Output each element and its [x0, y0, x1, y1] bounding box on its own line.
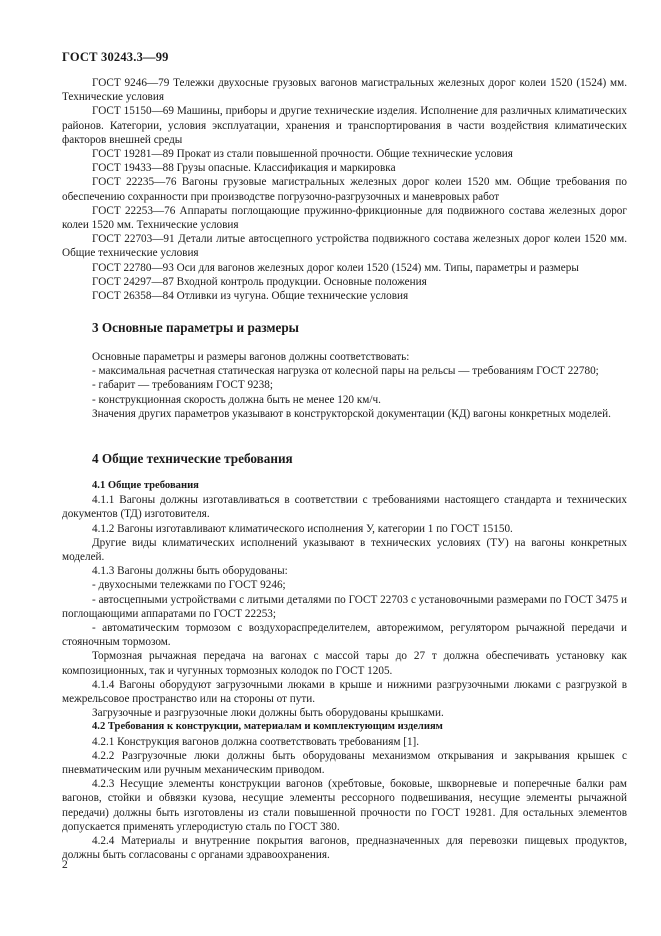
document-code: ГОСТ 30243.3—99: [62, 50, 169, 64]
section-4-1-paragraph: 4.1.4 Вагоны оборудуют загрузочными люками в крыше и нижними разгрузочными люками с разгрузкой в межрельсовое пространство или на стороны от пути.: [62, 678, 627, 706]
section-4-1-paragraph: 4.1.3 Вагоны должны быть оборудованы:: [92, 565, 288, 578]
normative-references-list: [62, 76, 627, 303]
section-4-2-paragraph: 4.2.1 Конструкция вагонов должна соответствовать требованиям [1].: [92, 735, 420, 748]
reference-item: ГОСТ 26358—84 Отливки из чугуна. Общие технические условия: [92, 290, 409, 303]
reference-item: ГОСТ 19433—88 Грузы опасные. Классификация и маркировка: [92, 162, 396, 175]
reference-item: ГОСТ 22780—93 Оси для вагонов железных дорог колеи 1520 (1524) мм. Типы, параметры и размеры: [92, 261, 579, 274]
subsection-4-1-heading: 4.1 Общие требования: [92, 480, 199, 491]
reference-item: ГОСТ 24297—87 Входной контроль продукции. Основные положения: [92, 275, 427, 288]
section-3: [62, 320, 627, 421]
section-4: [62, 451, 627, 862]
section-4-1-paragraph: Загрузочные и разгрузочные люки должны быть оборудованы крышками.: [92, 707, 444, 720]
section-4-1-paragraph: - двухосными тележками по ГОСТ 9246;: [92, 579, 286, 592]
section-3-paragraph: Значения других параметров указывают в конструкторской документации (КД) вагоны конкретных моделей.: [92, 407, 611, 420]
section-4-1-paragraph: - автоматическим тормозом с воздухораспределителем, авторежимом, регулятором рычажной передачи и стояночным тормозом.: [62, 622, 627, 649]
section-3-paragraph: - габарит — требованиям ГОСТ 9238;: [92, 379, 273, 392]
section-4-2-paragraph: 4.2.4 Материалы и внутренние покрытия вагонов, предназначенных для перевозки пищевых продуктов, должны быть согласованы с органами здравоохранения.: [62, 835, 627, 862]
section-4-heading: 4 Общие технические требования: [92, 451, 293, 466]
reference-item: ГОСТ 22253—76 Аппараты поглощающие пружинно-фрикционные для подвижного состава железных дорог колеи 1520 мм. Технические условия: [62, 204, 627, 232]
section-4-2-paragraph: 4.2.2 Разгрузочные люки должны быть оборудованы механизмом открывания и закрывания крышек с пневматическим или ручным механическим приводом.: [62, 749, 627, 777]
section-4-1-paragraph: 4.1.1 Вагоны должны изготавливаться в соответствии с требованиями настоящего стандарта и технических документов (ТД) изготовителя.: [62, 494, 627, 521]
section-4-1-paragraph: Другие виды климатических исполнений указывают в технических условиях (ТУ) на вагоны конкретных моделей.: [62, 536, 627, 564]
section-4-1-paragraph: 4.1.2 Вагоны изготавливают климатического исполнения У, категории 1 по ГОСТ 15150.: [92, 522, 513, 535]
page-number: 2: [62, 859, 68, 871]
subsection-4-2-heading: 4.2 Требования к конструкции, материалам и комплектующим изделиям: [92, 721, 443, 733]
reference-item: ГОСТ 9246—79 Тележки двухосные грузовых вагонов магистральных железных дорог колеи 1520 (1524) мм. Технические условия: [62, 77, 627, 104]
section-3-paragraph: - конструкционная скорость должна быть не менее 120 км/ч.: [92, 393, 381, 406]
section-3-heading: 3 Основные параметры и размеры: [92, 320, 299, 335]
reference-item: ГОСТ 15150—69 Машины, приборы и другие технические изделия. Исполнение для различных климатических районов. Категории, условия эксплуатации, хранения и транспортирования в части воздействия климатических факторов внешней среды: [62, 105, 627, 146]
section-3-paragraph: Основные параметры и размеры вагонов должны соответствовать:: [92, 351, 410, 363]
reference-item: ГОСТ 22703—91 Детали литые автосцепного устройства подвижного состава железных дорог колеи 1520 мм. Общие технические условия: [62, 233, 627, 260]
section-4-1-paragraph: Тормозная рычажная передача на вагонах с массой тары до 27 т должна обеспечивать установку как композиционных, так и чугунных тормозных колодок по ГОСТ 1205.: [62, 650, 627, 677]
section-4-1-paragraph: - автосцепными устройствами с литыми деталями по ГОСТ 22703 с установочными размерами по ГОСТ 3475 и поглощающими аппаратами по ГОСТ 22253;: [62, 593, 627, 620]
section-4-2-paragraph: 4.2.3 Несущие элементы конструкции вагонов (хребтовые, боковые, шкворневые и поперечные балки рам вагонов, стойки и обвязки кузова, несущие элементы рессорного подвешивания, несущие элементы рычажной передачи) должны быть изготовлены из стали повышенной прочности по ГОСТ 19281. Для остальных элементов допускается применять углеродистую сталь по ГОСТ 380.: [62, 778, 627, 833]
reference-item: ГОСТ 22235—76 Вагоны грузовые магистральных железных дорог колеи 1520 мм. Общие требования по обеспечению сохранности при производстве погрузочно-разгрузочных и маневровых работ: [62, 176, 627, 203]
reference-item: ГОСТ 19281—89 Прокат из стали повышенной прочности. Общие технические условия: [92, 148, 513, 161]
section-3-paragraph: - максимальная расчетная статическая нагрузка от колесной пары на рельсы — требованиям ГОСТ 22780;: [92, 365, 599, 378]
